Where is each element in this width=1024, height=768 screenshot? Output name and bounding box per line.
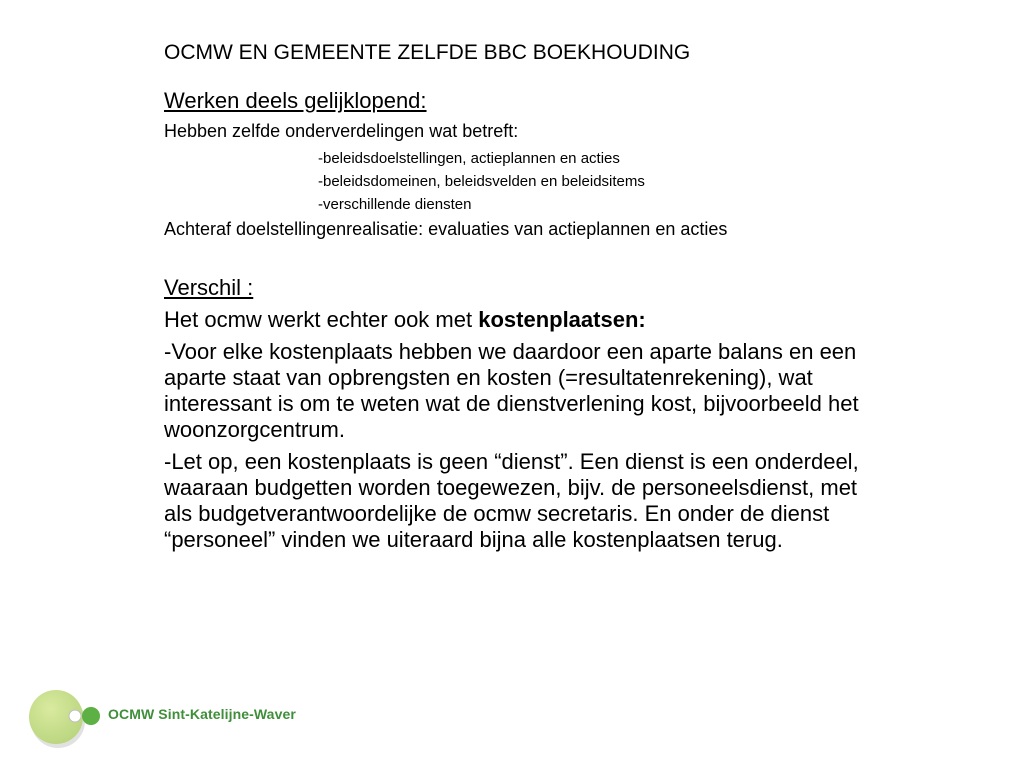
section2-paragraph-2: -Let op, een kostenplaats is geen “dienst”. Een dienst is een onderdeel, waaraan budgetten worden toegewezen, bijv. de personeelsdienst, met als budgetverantwoordelijke de ocmw secretaris. En onder de dienst “personeel” vinden we uiteraard bijna alle kostenplaatsen terug.	[164, 449, 859, 553]
section1-outro: Achteraf doelstellingenrealisatie: evaluaties van actieplannen en acties	[164, 219, 728, 240]
section2-paragraph-1: -Voor elke kostenplaats hebben we daardoor een aparte balans en een aparte staat van opbrengsten en kosten (=resultatenrekening), wat interessant is om te weten wat de dienstverlening kost, bijvoorbeeld het woonzorgcentrum.	[164, 339, 859, 443]
spacer	[164, 246, 864, 274]
slide-title: OCMW EN GEMEENTE ZELFDE BBC BOEKHOUDING	[164, 41, 691, 64]
section2-intro-bold: kostenplaatsen:	[478, 307, 646, 333]
section1-list	[318, 147, 864, 216]
section1-heading: Werken deels gelijklopend:	[164, 88, 427, 114]
section2-intro-text: Het ocmw werkt echter ook met	[164, 307, 479, 333]
section1-intro: Hebben zelfde onderverdelingen wat betreft:	[164, 120, 519, 141]
ocmw-logo	[28, 688, 328, 748]
list-item: -beleidsdoelstellingen, actieplannen en acties	[318, 150, 620, 168]
list-item: -beleidsdomeinen, beleidsvelden en beleidsitems	[318, 173, 645, 191]
logo-text: OCMW Sint-Katelijne-Waver	[108, 706, 296, 722]
section2-heading: Verschil :	[164, 274, 254, 300]
slide-content	[164, 40, 864, 559]
section2-intro	[164, 306, 864, 333]
logo-circles-icon	[28, 688, 108, 748]
list-item: -verschillende diensten	[318, 196, 472, 214]
